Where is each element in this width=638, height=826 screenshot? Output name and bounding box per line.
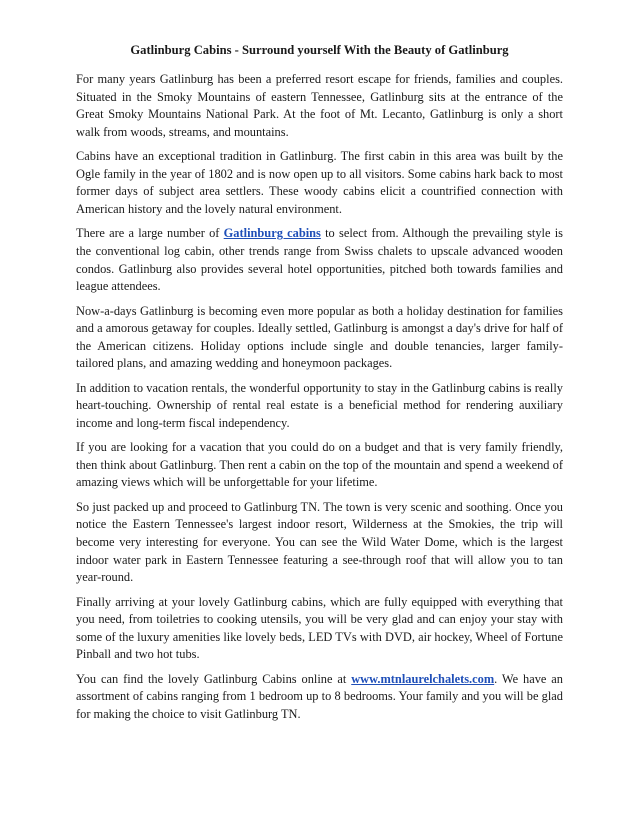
paragraph-amenities: Finally arriving at your lovely Gatlinburg cabins, which are fully equipped with everything that you need, from toiletries to cooking utensils, you will be very glad and can enjoy your stay with some of the luxury amenities like lovely beds, LED TVs with DVD, air hockey, Wheel of Fortune Pinball and two hot tubs. bbox=[76, 594, 563, 662]
document-title: Gatlinburg Cabins - Surround yourself With the Beauty of Gatlinburg bbox=[130, 43, 509, 57]
paragraph-contact bbox=[76, 671, 563, 724]
paragraph-budget: If you are looking for a vacation that you could do on a budget and that is very family friendly, then think about Gatlinburg. Then rent a cabin on the top of the mountain and spend a weekend of amazing views which will be unforgettable for your lifetime. bbox=[76, 440, 563, 490]
paragraph-attractions: So just packed up and proceed to Gatlinburg TN. The town is very scenic and soothing. Once you notice the Eastern Tennessee's largest indoor resort, Wilderness at the Smokies, the trip will become very interesting for everyone. You can see the Wild Water Dome, which is the largest indoor water park in Eastern Tennessee featuring a see-through roof that will allow you to tan year-round. bbox=[76, 499, 563, 585]
paragraph-rentals: In addition to vacation rentals, the wonderful opportunity to stay in the Gatlinburg cabins is really heart-touching. Ownership of rental real estate is a beneficial method for rendering auxiliary income and long-term fiscal independency. bbox=[76, 380, 563, 430]
paragraph-text: to select from. Although the prevailing style is the conventional log cabin, other trends range from Swiss chalets to upscale advanced wooden condos. Gatlinburg also provides several hotel opportunities, pitched both towards families and league attendees. bbox=[76, 226, 563, 294]
gatlinburg-cabins-link[interactable]: Gatlinburg cabins bbox=[223, 226, 321, 241]
paragraph-text: There are a large number of bbox=[76, 226, 224, 241]
paragraph-text: You can find the lovely Gatlinburg Cabins online at bbox=[76, 671, 352, 686]
paragraph-tradition: Cabins have an exceptional tradition in Gatlinburg. The first cabin in this area was built by the Ogle family in the year of 1802 and is now open up to all visitors. Some cabins hark back to most former days of subject area settlers. These woody cabins elicit a countrified connection with American history and the lovely natural environment. bbox=[76, 149, 563, 216]
paragraph-intro: For many years Gatlinburg has been a preferred resort escape for friends, families and couples. Situated in the Smoky Mountains of eastern Tennessee, Gatlinburg sits at the entrance of the Great Smoky Mountains National Park. At the foot of Mt. Lecanto, Gatlinburg is only a short walk from woods, streams, and mountains. bbox=[76, 72, 563, 139]
website-link[interactable]: www.mtnlaurelchalets.com bbox=[351, 671, 495, 686]
paragraph-text: . We have an assortment of cabins ranging from 1 bedroom up to 8 bedrooms. Your family and you will be glad for making the choice to visit Gatlinburg TN. bbox=[76, 671, 564, 721]
paragraph-popularity: Now-a-days Gatlinburg is becoming even more popular as both a holiday destination for families and a amorous getaway for couples. Ideally settled, Gatlinburg is amongst a day's drive for half of the American citizens. Holiday options include single and double tenancies, larger family- tailored plans, and amazing wedding and honeymoon packages. bbox=[76, 303, 563, 371]
paragraph-cabin-styles bbox=[76, 225, 563, 295]
